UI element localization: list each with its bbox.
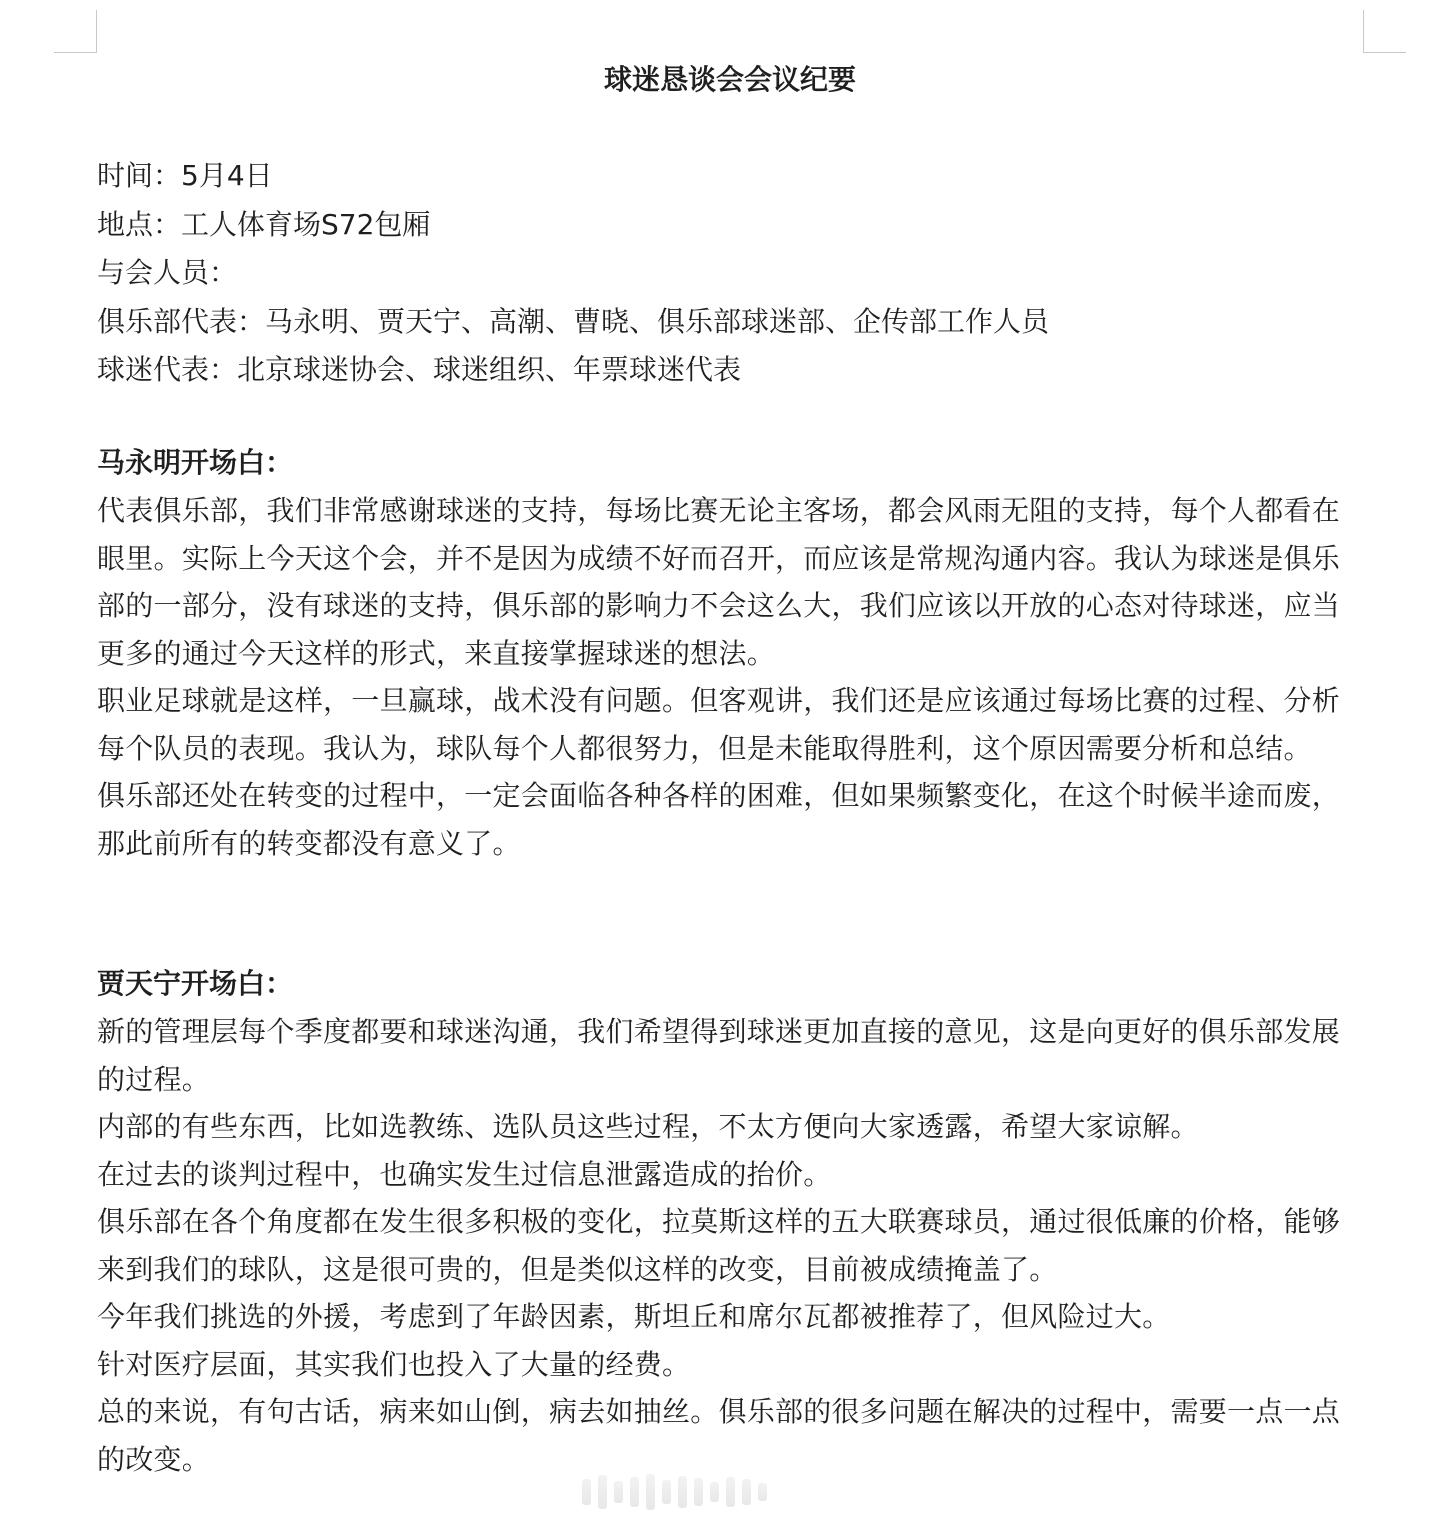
paragraph: 针对医疗层面，其实我们也投入了大量的经费。 xyxy=(97,1347,691,1381)
attendees-label: 与会人员： xyxy=(97,256,238,289)
paragraph: 新的管理层每个季度都要和球迷沟通，我们希望得到球迷更加直接的意见，这是向更好的俱乐部发展的过程。 xyxy=(97,1015,1341,1096)
paragraph: 今年我们挑选的外援，考虑到了年龄因素，斯坦丘和席尔瓦都被推荐了，但风险过大。 xyxy=(97,1300,1171,1333)
paragraph: 内部的有些东西，比如选教练、选队员这些过程，不太方便向大家透露，希望大家谅解。 xyxy=(97,1110,1199,1143)
paragraph: 在过去的谈判过程中，也确实发生过信息泄露造成的抬价。 xyxy=(97,1157,832,1191)
paragraph: 总的来说，有句古话，病来如山倒，病去如抽丝。俱乐部的很多问题在解决的过程中，需要一点一点的改变。 xyxy=(97,1395,1341,1476)
watermark xyxy=(582,1472,862,1512)
section-jia-tianning-opening xyxy=(97,960,1367,1483)
fan-representatives: 球迷代表：北京球迷协会、球迷组织、年票球迷代表 xyxy=(97,353,742,386)
club-representatives: 俱乐部代表：马永明、贾天宁、高潮、曹晓、俱乐部球迷部、企传部工作人员 xyxy=(97,304,1050,338)
paragraph: 俱乐部在各个角度都在发生很多积极的变化，拉莫斯这样的五大联赛球员，通过很低廉的价格，能够来到我们的球队，这是很可贵的，但是类似这样的改变，目前被成绩掩盖了。 xyxy=(97,1205,1341,1286)
paragraph: 俱乐部还处在转变的过程中，一定会面临各种各样的困难，但如果频繁变化，在这个时候半途而废，那此前所有的转变都没有意义了。 xyxy=(97,779,1341,860)
page-corner-mark-top-right xyxy=(1363,10,1406,53)
paragraph: 职业足球就是这样，一旦赢球，战术没有问题。但客观讲，我们还是应该通过每场比赛的过程、分析每个队员的表现。我认为，球队每个人都很努力，但是未能取得胜利，这个原因需要分析和总结。 xyxy=(97,684,1341,765)
paragraph: 代表俱乐部，我们非常感谢球迷的支持，每场比赛无论主客场，都会风雨无阻的支持，每个人都看在眼里。实际上今天这个会，并不是因为成绩不好而召开，而应该是常规沟通内容。我认为球迷是俱乐部的一部分，没有球迷的支持，俱乐部的影响力不会这么大，我们应该以开放的心态对待球迷，应当更多的通过今天这样的形式，来直接掌握球迷的想法。 xyxy=(97,494,1341,670)
page-corner-mark-top-left xyxy=(54,10,97,53)
meeting-location: 地点：工人体育场S72包厢 xyxy=(97,207,431,241)
section-heading: 贾天宁开场白： xyxy=(97,967,294,1000)
section-heading: 马永明开场白： xyxy=(97,446,294,479)
section-ma-yongming-opening xyxy=(97,439,1367,867)
meeting-time: 时间：5月4日 xyxy=(97,159,273,192)
meeting-info xyxy=(97,152,1049,395)
document-title: 球迷恳谈会会议纪要 xyxy=(603,63,856,96)
